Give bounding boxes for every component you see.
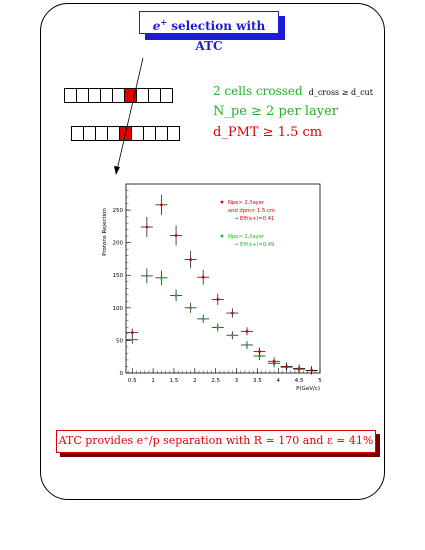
- condition-npe: N_pe ≥ 2 per layer: [213, 104, 338, 119]
- data-point: [202, 276, 205, 279]
- x-tick-label: 5: [318, 378, 322, 384]
- summary-note: ATC provides e⁺/p separation with R ≃ 170 and ε ≃ 41%: [56, 430, 376, 453]
- legend-marker: [221, 201, 224, 204]
- y-axis-label: Protons Rejection: [102, 208, 108, 256]
- condition-dpmt: d_PMT ≥ 1.5 cm: [213, 125, 323, 140]
- data-point: [145, 274, 148, 277]
- data-point: [131, 331, 134, 334]
- legend-marker: [221, 235, 224, 238]
- y-tick-label: 50: [116, 338, 123, 345]
- data-point: [258, 350, 261, 353]
- x-axis-label: P(GeV/c): [296, 386, 320, 392]
- x-tick-label: 1: [151, 378, 155, 384]
- data-point: [216, 298, 219, 301]
- data-point: [246, 344, 249, 347]
- x-tick-label: 3.5: [253, 378, 262, 384]
- legend-line-1: Npe> 2./layer: [228, 200, 265, 206]
- y-tick-label: 200: [112, 240, 123, 247]
- y-tick-label: 250: [112, 208, 123, 215]
- data-point: [175, 234, 178, 237]
- data-point: [273, 360, 276, 363]
- data-point: [231, 312, 234, 315]
- x-tick-label: 4: [276, 378, 281, 384]
- legend-line-3: → Eff(e+)=0.41: [234, 216, 275, 222]
- data-point: [298, 367, 301, 370]
- x-tick-label: 2.5: [211, 378, 221, 384]
- x-tick-label: 3: [234, 378, 239, 384]
- condition-cells-crossed: 2 cells crossed d_cross ≥ d_cut: [213, 84, 373, 98]
- legend-line-1: Npe> 2./layer: [228, 234, 265, 240]
- data-point: [160, 203, 163, 206]
- legend-line-2: and dpm> 1.5 cm: [228, 208, 275, 214]
- data-point: [285, 365, 288, 368]
- data-point: [160, 276, 163, 279]
- x-tick-label: 0.5: [127, 378, 137, 384]
- data-point: [246, 330, 249, 333]
- y-tick-label: 0: [119, 371, 123, 377]
- data-point: [310, 369, 313, 372]
- y-tick-label: 150: [112, 273, 123, 280]
- data-point: [175, 294, 178, 297]
- data-point: [231, 334, 234, 337]
- data-point: [131, 338, 134, 341]
- rejection-chart: [98, 176, 330, 398]
- slide-title: e+ selection with ATC: [139, 11, 279, 34]
- x-tick-label: 2: [193, 378, 197, 384]
- plot-frame: [126, 184, 320, 373]
- data-point: [216, 326, 219, 329]
- data-point: [189, 306, 192, 309]
- legend-line-3: → Eff(e+)=0.49: [234, 242, 275, 248]
- data-point: [145, 226, 148, 229]
- data-point: [189, 258, 192, 261]
- x-tick-label: 1.5: [169, 378, 179, 384]
- y-tick-label: 100: [112, 305, 123, 312]
- x-tick-label: 4.5: [294, 378, 304, 384]
- data-point: [202, 318, 205, 321]
